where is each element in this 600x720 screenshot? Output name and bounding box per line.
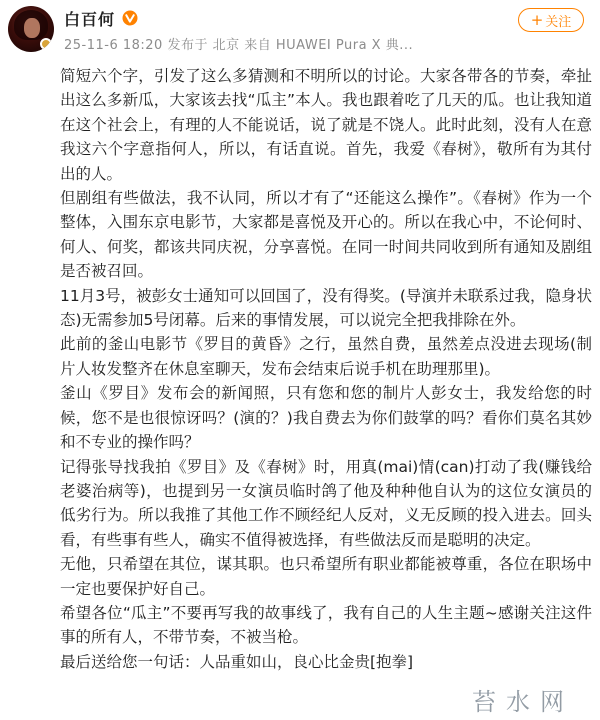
post-paragraph: 11月3号，被彭女士通知可以回国了，没有得奖。(导演并未联系过我，隐身状态)无需参加5号闭幕。后来的事情发展，可以说完全把我排除在外。: [60, 286, 592, 330]
post-paragraph: 简短六个字，引发了这么多猜测和不明所以的讨论。大家各带各的节奏，牵扯出这么多新瓜，大家该去找“瓜主”本人。我也跟着吃了几天的瓜。也让我知道在这个社会上，有理的人不能说话，说了就是不饶人。此时此刻，没有人在意我这六个字意指何人，所以，有话直说。首先，我爱《春树》，敬所有为其付出的人。: [60, 67, 592, 183]
avatar[interactable]: [8, 6, 54, 52]
follow-button[interactable]: [518, 8, 584, 32]
post-header: [0, 0, 600, 58]
site-watermark: 苔水网: [472, 682, 596, 714]
plus-icon: +: [530, 10, 544, 29]
post-paragraph: 最后送给您一句话：人品重如山，良心比金贵[抱拳]: [60, 652, 414, 671]
post-paragraph: 釜山《罗目》发布会的新闻照，只有您和您的制片人彭女士，我发给您的时候，您不是也很惊讶吗？(演的？)我自费去为你们鼓掌的吗？看你们莫名其妙和不专业的操作吗？: [60, 384, 592, 452]
post-paragraph: 但剧组有些做法，我不认同，所以才有了“还能这么操作”。《春树》作为一个整体，入围东京电影节，大家都是喜悦及开心的。所以在我心中，不论何时、何人、何奖，都该共同庆祝，分享喜悦。在同一时间共同收到所有通知及剧组是否被召回。: [60, 189, 592, 281]
avatar-face: [24, 18, 40, 38]
verified-v-icon: [122, 10, 138, 26]
username[interactable]: 白百何: [64, 10, 116, 29]
post-paragraph: 记得张导找我拍《罗目》及《春树》时，用真(mai)情(can)打动了我(赚钱给老婆治病等)，也提到另一女演员临时鸽了他及种种他自认为的这位女演员的低劣行为。所以我推了其他工作不顾经纪人反对，义无反顾的投入进去。回头看，有些事有些人，确实不值得被选择，有些做法反而是聪明的决定。: [60, 457, 592, 549]
post-paragraph: 希望各位“瓜主”不要再写我的故事线了，我有自己的人生主题~感谢关注这件事的所有人，不带节奏，不被当枪。: [60, 603, 592, 647]
post-paragraph: 此前的釜山电影节《罗目的黄昏》之行，虽然自费，虽然差点没进去现场(制片人妆发整齐在休息室聊天，发布会结束后说手机在助理那里)。: [60, 335, 592, 378]
follow-label: 关注: [545, 14, 572, 30]
post-meta: 25-11-6 18:20 发布于 北京 来自 HUAWEI Pura X 典...: [64, 38, 414, 53]
avatar-badge-icon: [40, 38, 52, 50]
post-body: [60, 64, 592, 674]
post-paragraph: 无他，只希望在其位，谋其职。也只希望所有职业都能被尊重，各位在职场中一定也要保护好自己。: [60, 555, 592, 598]
